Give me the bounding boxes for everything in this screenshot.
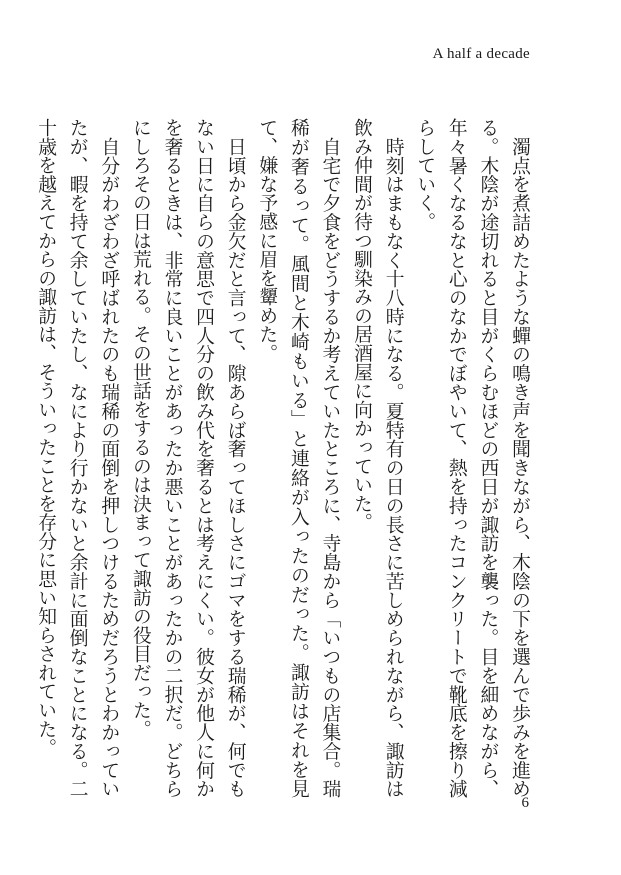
paragraph: 自分がわざわざ呼ばれたのも瑞稀の面倒を押しつけるためだろうとわかっていたが、暇を持て余していたし、なにより行かないと余計に面倒なことになる。二十歳を越えてからの諏訪は、そういったことを存分に思い知らされていた。: [35, 118, 120, 798]
page-number: 6: [521, 795, 529, 811]
paragraph: 濁点を煮詰めたような蟬の鳴き声を聞きながら、木陰の下を選んで歩みを進める。木陰が途切れると目がくらむほどの西日が諏訪を襲った。目を細めながら、年々暑くなるなと心のなかでぼやいて、熱を持ったコンクリートで靴底を擦り減らしていく。: [414, 118, 530, 798]
paragraph: 日頃から金欠だと言って、隙あらば奢ってほしさにゴマをする瑞稀が、何でもない日に自らの意思で四人分の飲み代を奢るとは考えにくい。彼女が他人に何かを奢るときは、非常に良いことがあったか悪いことがあったかの二択だ。どちらにしろその日は荒れる。その世話をするのは決まって諏訪の役目だった。: [129, 118, 246, 798]
paragraph: 時刻はまもなく十八時になる。夏特有の日の長さに苦しめられながら、諏訪は飲み仲間が待つ馴染みの居酒屋に向かっていた。: [351, 118, 404, 798]
paragraph: 自宅で夕食をどうするか考えていたところに、寺島から「いつもの店集合。瑞稀が奢るって。風間と木崎もいる」と連絡が入ったのだった。諏訪はそれを見て、嫌な予感に眉を顰めた。: [256, 118, 341, 798]
running-head-title: A half a decade: [432, 46, 530, 62]
body-text: [35, 118, 535, 798]
